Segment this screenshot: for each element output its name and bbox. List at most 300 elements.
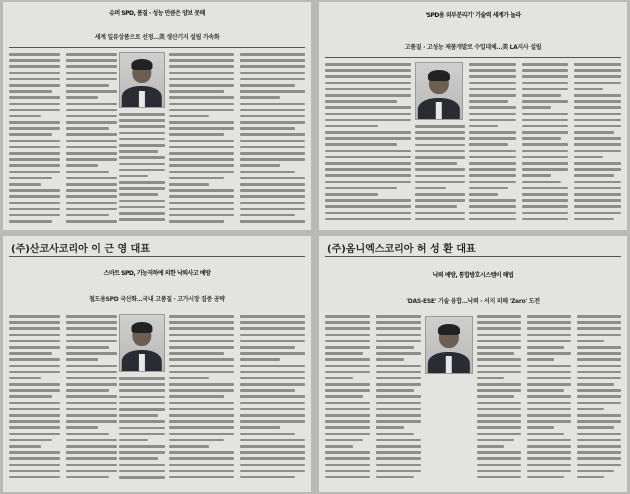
text-line [477,334,521,337]
text-line [522,193,569,196]
text-line [469,150,516,153]
text-line [66,115,117,118]
article-bottom-left [3,236,311,492]
text-line [574,88,603,91]
text-line [169,78,234,81]
text-line [66,90,117,93]
text-line [325,75,411,78]
text-line [376,402,421,405]
text-line [574,125,621,128]
text-line [574,131,613,134]
text-line [66,72,117,75]
text-line [522,82,569,85]
text-line [376,389,414,392]
text-line [574,218,613,221]
text-line [169,334,234,337]
text-line [477,445,504,448]
text-line [577,451,621,454]
text-line [574,100,621,103]
text-line [574,106,621,109]
text-line [325,358,370,361]
text-line [469,205,516,208]
text-line [577,414,621,417]
text-line [119,396,165,399]
text-line [325,69,411,72]
text-line [376,358,404,361]
text-line [66,109,117,112]
text-line [415,193,465,196]
body-text [169,52,305,227]
text-line [522,174,551,177]
text-line [376,340,421,343]
text-line [9,470,60,473]
text-line [415,156,465,159]
text-line [527,389,564,392]
text-line [9,53,60,56]
text-line [240,53,305,56]
text-line [469,131,516,134]
text-line [119,402,165,405]
text-line [119,212,165,215]
text-line [376,439,421,442]
text-line [169,202,234,205]
text-line [415,137,465,140]
text-line [477,433,521,436]
text-line [325,113,411,116]
text-line [169,445,209,448]
text-line [66,476,109,479]
text-line [169,127,234,130]
text-line [66,433,109,436]
text-line [169,152,234,155]
text-line [9,164,60,167]
text-line [522,94,561,97]
text-line [469,137,516,140]
text-line [477,383,521,386]
text-line [240,214,295,217]
text-line [477,420,521,423]
text-line [577,433,621,436]
text-line [477,315,521,318]
text-line [577,377,621,380]
text-line [240,96,280,99]
text-line [574,174,613,177]
text-line [577,321,621,324]
text-line [376,315,421,318]
text-line [325,106,411,109]
text-line [169,358,234,361]
text-line [469,218,516,221]
text-line [240,414,305,417]
text-line [66,59,117,62]
text-line [240,402,305,405]
text-line [325,119,411,122]
text-line [169,90,224,93]
text-line [325,334,370,337]
text-line [577,395,621,398]
text-line [325,205,411,208]
text-line [66,420,117,423]
text-line [9,414,60,417]
text-line [477,395,514,398]
text-line [325,212,411,215]
text-line [376,451,421,454]
text-line [66,439,117,442]
text-line [240,152,305,155]
text-line [9,84,60,87]
text-line [66,321,117,324]
text-line [240,84,295,87]
text-line [477,377,504,380]
subhead: 'DAS-ESE' 기술 융합…낙뢰 · 서지 피해 'Zero' 도전 [406,298,540,305]
text-line [169,346,234,349]
text-line [240,470,305,473]
text-line [577,439,621,442]
subhead: 철도용SPD 국산화…국내 고품질 · 고가시장 집중 공략 [89,296,225,303]
text-line [325,476,370,479]
text-line [66,127,109,130]
text-line [240,352,305,355]
text-line [522,150,569,153]
text-line [169,327,234,330]
text-line [577,389,621,392]
body-text [325,314,421,486]
text-line [240,389,295,392]
text-line [240,327,305,330]
text-line [415,187,446,190]
text-line [119,187,165,190]
text-line [469,63,516,66]
text-line [9,383,60,386]
text-line [119,181,165,184]
text-line [415,199,465,202]
text-line [169,402,234,405]
text-line [240,420,305,423]
text-line [66,202,117,205]
text-line [577,383,614,386]
text-line [169,96,234,99]
text-line [577,352,621,355]
text-line [119,156,165,159]
text-line [66,383,117,386]
text-line [415,205,457,208]
text-line [325,181,411,184]
text-line [66,152,117,155]
text-line [66,327,117,330]
text-line [9,389,60,392]
text-line [376,377,421,380]
text-line [325,187,397,190]
text-line [325,365,370,368]
text-line [527,352,571,355]
text-line [240,121,305,124]
text-line [119,144,165,147]
text-line [574,199,621,202]
portrait-photo [119,52,165,108]
text-line [477,457,521,460]
text-line [415,218,465,221]
text-line [522,106,551,109]
headline: 'SPD용 외부분리기' 기술력 세계가 놀라 [425,12,521,19]
text-line [240,59,305,62]
text-line [240,451,305,454]
text-line [325,433,370,436]
text-line [169,470,234,473]
text-line [9,109,60,112]
text-line [66,358,98,361]
text-line [522,162,569,165]
text-line [66,395,117,398]
text-line [169,426,234,429]
text-line [469,212,516,215]
text-line [66,457,117,460]
text-line [66,389,109,392]
text-line [469,156,516,159]
text-line [376,426,404,429]
text-line [9,352,52,355]
text-line [469,106,516,109]
text-line [477,414,521,417]
text-line [119,377,165,380]
text-line [169,164,234,167]
text-line [9,115,41,118]
byline: (주)옴니엑스코리아 허 성 환 대표 [327,244,476,255]
text-line [119,427,165,430]
text-line [469,193,498,196]
text-line [469,143,508,146]
text-line [66,414,117,417]
text-line [9,420,60,423]
text-line [9,90,52,93]
text-line [66,464,117,467]
subhead: 고품질 · 고성능 제품개발로 수입대체…美 LA지사 설립 [404,44,542,51]
text-line [9,103,60,106]
text-line [240,183,305,186]
text-line [240,395,305,398]
text-line [169,115,209,118]
text-line [240,103,305,106]
text-line [522,88,569,91]
text-line [169,84,234,87]
text-line [527,315,571,318]
text-line [415,144,465,147]
text-line [119,457,158,460]
text-line [66,402,117,405]
text-line [169,352,224,355]
text-line [376,457,421,460]
text-line [527,377,571,380]
text-line [469,168,516,171]
text-line [169,59,234,62]
text-line [325,156,411,159]
text-line [169,146,234,149]
text-line [522,156,569,159]
text-line [9,476,60,479]
text-line [325,470,370,473]
text-line [325,445,353,448]
text-line [325,402,370,405]
text-line [477,340,521,343]
text-line [574,119,621,122]
article-bottom-right [319,236,627,492]
text-line [240,171,295,174]
text-line [169,140,234,143]
text-line [477,365,521,368]
text-line [119,389,165,392]
text-line [574,63,621,66]
byline: (주)산코사코리아 이 근 영 대표 [11,244,150,255]
text-line [376,352,421,355]
text-line [240,127,295,130]
text-line [240,445,305,448]
text-line [119,408,165,411]
text-line [240,346,295,349]
text-line [325,439,363,442]
text-line [376,371,421,374]
text-line [9,365,60,368]
text-line [66,189,117,192]
text-line [119,433,165,436]
text-line [240,202,305,205]
text-line [522,181,561,184]
text-line [522,100,569,103]
text-line [376,321,421,324]
text-line [527,321,571,324]
text-line [477,352,514,355]
text-line [9,408,60,411]
text-line [240,177,305,180]
text-line [527,340,571,343]
text-line [527,470,571,473]
text-line [527,371,571,374]
text-line [469,125,498,128]
text-line [527,408,571,411]
text-line [477,408,521,411]
text-line [9,315,60,318]
text-line [469,187,508,190]
text-line [522,125,569,128]
text-line [325,383,370,386]
text-line [527,402,571,405]
text-line [119,175,148,178]
text-line [9,72,60,75]
text-line [325,408,370,411]
text-line [169,321,234,324]
text-line [9,65,60,68]
text-line [574,75,621,78]
text-line [9,371,60,374]
text-line [169,464,234,467]
text-line [169,414,234,417]
text-line [240,433,295,436]
text-line [527,433,564,436]
text-line [376,414,421,417]
text-line [66,220,117,223]
text-line [9,177,52,180]
text-line [240,383,305,386]
text-line [527,358,554,361]
text-line [9,195,60,198]
text-line [527,476,564,479]
text-line [9,457,60,460]
text-line [469,94,516,97]
text-line [169,158,234,161]
text-line [119,113,165,116]
text-line [415,175,465,178]
text-line [169,377,209,380]
text-line [66,315,117,318]
body-text [477,314,621,486]
text-line [522,199,569,202]
text-line [469,82,516,85]
text-line [9,220,52,223]
text-line [9,445,41,448]
text-line [376,445,421,448]
text-line [574,193,621,196]
text-line [522,143,569,146]
text-line [477,346,521,349]
article-top-right [319,2,627,230]
text-line [66,96,98,99]
text-line [522,113,569,116]
text-line [66,177,117,180]
body-text [469,62,621,227]
text-line [169,439,224,442]
text-line [577,346,621,349]
text-line [66,451,117,454]
text-line [325,346,370,349]
text-line [66,133,117,136]
text-line [325,457,370,460]
text-line [119,464,165,467]
text-line [66,195,117,198]
text-line [325,94,411,97]
text-line [66,140,117,143]
text-line [527,346,564,349]
text-line [169,53,234,56]
text-line [9,183,41,186]
text-line [325,125,378,128]
text-line [119,138,165,141]
text-line [522,168,569,171]
text-line [66,164,98,167]
text-line [169,72,234,75]
text-line [240,464,305,467]
text-line [9,59,60,62]
text-line [9,171,60,174]
body-text [9,52,117,227]
text-line [169,220,224,223]
text-line [527,451,571,454]
text-line [574,113,621,116]
text-line [577,464,621,467]
portrait-photo [415,62,463,120]
text-line [415,150,465,153]
text-line [527,395,571,398]
text-line [477,464,521,467]
text-line [169,177,224,180]
text-line [240,140,305,143]
text-line [477,371,521,374]
text-line [169,133,224,136]
text-line [574,162,621,165]
text-line [240,195,305,198]
text-line [469,181,516,184]
text-line [66,103,117,106]
text-line [119,439,148,442]
text-line [577,327,621,330]
text-line [325,168,411,171]
